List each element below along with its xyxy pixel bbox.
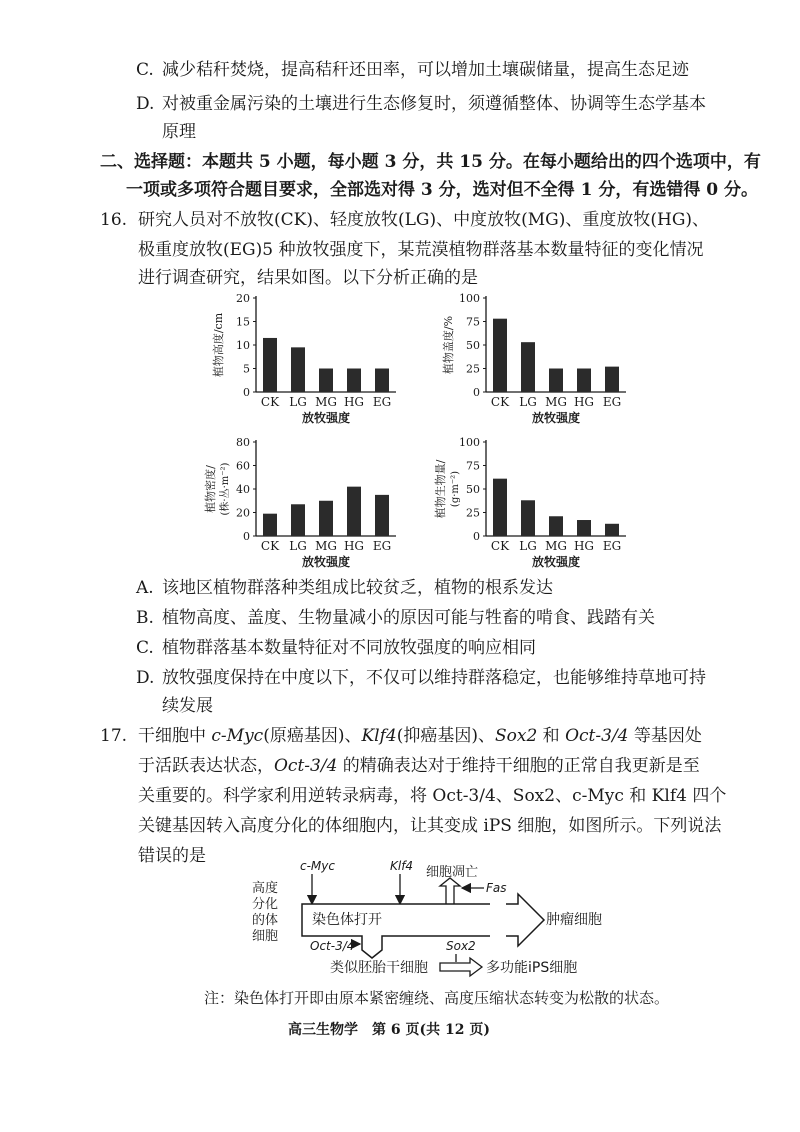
bar-mg: [319, 501, 333, 536]
diagram-tumor-label: 肿瘤细胞: [546, 912, 602, 928]
q16-option-d-cont: 续发展: [162, 696, 213, 716]
option-text: 该地区植物群落种类组成比较贫乏，植物的根系发达: [162, 578, 553, 598]
x-tick-label: HG: [343, 539, 365, 553]
y-tick-label: 20: [236, 292, 250, 305]
q17-text: (原癌基因)、: [263, 726, 362, 746]
apoptosis-branch-arrow: [440, 878, 460, 904]
q16-option-b: [136, 606, 655, 630]
diagram-sox2-label: Sox2: [446, 939, 476, 953]
bar-eg: [605, 367, 619, 392]
y-axis-label: 植物盖度/%: [442, 315, 455, 375]
q17-stem-line4: 关键基因转入高度分化的体细胞内，让其变成 iPS 细胞，如图所示。下列说法: [138, 816, 722, 836]
diagram-oct-label: Oct-3/4: [310, 939, 355, 953]
y-tick-label: 0: [473, 530, 480, 543]
bar-hg: [577, 369, 591, 393]
option-d-prev: [136, 92, 706, 116]
diagram-source-4: 细胞: [252, 929, 279, 944]
chart-plant-biomass: [430, 432, 660, 572]
q16-stem-text: 研究人员对不放牧(CK)、轻度放牧(LG)、中度放牧(MG)、重度放牧(HG)、: [138, 210, 710, 230]
y-tick-label: 75: [466, 315, 480, 329]
x-tick-label: EG: [372, 395, 392, 409]
ips-diagram: [250, 858, 602, 980]
option-letter: C.: [136, 60, 154, 80]
gene-oct: Oct-3/4: [274, 756, 338, 776]
y-tick-label: 100: [459, 436, 480, 449]
diagram-fas-label: Fas: [486, 881, 507, 895]
gene-sox2: Sox2: [494, 726, 538, 746]
bar-lg: [521, 500, 535, 536]
bar-ck: [493, 319, 507, 392]
section-header-line2: 一项或多项符合题目要求，全部选对得 3 分，选对但不全得 1 分，有选错得 0 分。: [126, 180, 758, 200]
option-letter: C.: [136, 638, 154, 658]
bar-eg: [605, 524, 619, 536]
x-tick-label: LG: [289, 539, 307, 553]
chart-plant-height: [200, 288, 430, 428]
question-number: 16.: [100, 210, 128, 230]
x-tick-label: MG: [315, 395, 337, 409]
diagram-note: 注：染色体打开即由原本紧密缠绕、高度压缩状态转变为松散的状态。: [204, 989, 670, 1007]
q17-text: 干细胞中: [138, 726, 212, 746]
y-tick-label: 0: [473, 386, 480, 399]
diagram-ips-label: 多功能iPS细胞: [486, 960, 578, 976]
y-tick-label: 0: [243, 386, 250, 399]
q16-option-d: [136, 666, 706, 690]
q17-stem-line1: [100, 724, 702, 748]
diagram-apoptosis-label: 细胞凋亡: [426, 865, 479, 880]
q17-stem-line3: 关重要的。科学家利用逆转录病毒，将 Oct-3/4、Sox2、c-Myc 和 Klf4 四个: [138, 786, 727, 806]
y-tick-label: 50: [466, 483, 480, 496]
y-axis-label: 植物密度/: [204, 465, 217, 513]
option-letter: A.: [136, 578, 154, 598]
bar-lg: [291, 504, 305, 536]
y-tick-label: 75: [466, 459, 480, 473]
bar-hg: [347, 369, 361, 393]
option-text: 减少秸秆焚烧，提高秸秆还田率，可以增加土壤碳储量，提高生态足迹: [162, 60, 689, 80]
option-text: 植物高度、盖度、生物量减小的原因可能与牲畜的啃食、践踏有关: [162, 608, 655, 628]
y-tick-label: 50: [466, 339, 480, 352]
option-d-prev-cont: 原理: [162, 122, 196, 142]
x-tick-label: LG: [289, 395, 307, 409]
to-ips-arrow: [440, 958, 482, 976]
bar-ck: [263, 338, 277, 392]
x-tick-label: HG: [343, 395, 365, 409]
y-tick-label: 20: [236, 506, 250, 520]
option-text: 对被重金属污染的土壤进行生态修复时，须遵循整体、协调等生态学基本: [162, 94, 706, 114]
bar-mg: [549, 369, 563, 393]
gene-cmyc: c-Myc: [211, 726, 264, 746]
x-tick-label: MG: [315, 539, 337, 553]
bar-eg: [375, 495, 389, 536]
bar-eg: [375, 369, 389, 393]
y-tick-label: 25: [466, 506, 480, 520]
x-tick-label: MG: [545, 395, 567, 409]
x-tick-label: CK: [490, 539, 510, 553]
y-tick-label: 0: [243, 530, 250, 543]
y-axis-label: 植物高度/cm: [212, 312, 225, 378]
bar-hg: [577, 520, 591, 536]
x-tick-label: EG: [602, 395, 622, 409]
option-text: 植物群落基本数量特征对不同放牧强度的响应相同: [162, 638, 536, 658]
y-tick-label: 60: [236, 459, 250, 473]
q16-option-c: [136, 636, 536, 660]
y-axis-unit: (株·丛·m⁻²): [220, 462, 231, 516]
q16-stem-line3: 进行调查研究，结果如图。以下分析正确的是: [138, 268, 478, 288]
y-axis-label: 植物生物量/: [434, 459, 447, 519]
x-tick-label: CK: [260, 395, 280, 409]
y-tick-label: 40: [236, 483, 250, 496]
diagram-es-like-label: 类似胚胎干细胞: [330, 960, 428, 976]
chart-plant-density: [200, 432, 430, 572]
diagram-cmyc-label: c-Myc: [300, 859, 335, 873]
x-tick-label: HG: [573, 395, 595, 409]
chart-plant-coverage: [430, 288, 660, 428]
gene-klf4: Klf4: [361, 726, 397, 746]
option-letter: D.: [136, 94, 155, 114]
option-letter: D.: [136, 668, 155, 688]
bar-mg: [549, 516, 563, 536]
q17-text: 于活跃表达状态，: [138, 756, 274, 776]
bar-ck: [493, 479, 507, 536]
q16-stem-line2: 极重度放牧(EG)5 种放牧强度下，某荒漠植物群落基本数量特征的变化情况: [138, 240, 704, 260]
question-number: 17.: [100, 726, 128, 746]
option-c-prev: [136, 58, 689, 82]
diagram-source-3: 的体: [252, 913, 279, 928]
y-tick-label: 10: [236, 339, 250, 352]
x-axis-label: 放牧强度: [531, 411, 581, 425]
bar-mg: [319, 369, 333, 393]
x-tick-label: LG: [519, 395, 537, 409]
y-tick-label: 100: [459, 292, 480, 305]
y-tick-label: 25: [466, 362, 480, 376]
x-tick-label: LG: [519, 539, 537, 553]
page-footer: 高三生物学 第 6 页(共 12 页): [288, 1022, 490, 1038]
x-tick-label: HG: [573, 539, 595, 553]
diagram-chromatin-label: 染色体打开: [312, 912, 382, 928]
q16-stem-line1: [100, 208, 709, 232]
y-tick-label: 5: [243, 362, 250, 376]
x-tick-label: CK: [490, 395, 510, 409]
bar-lg: [521, 342, 535, 392]
q17-text: 和: [537, 726, 566, 746]
q16-option-a: [136, 576, 553, 600]
y-axis-unit: (g·m⁻²): [450, 470, 461, 508]
q17-text: 等基因处: [628, 726, 702, 746]
diagram-source-2: 分化: [252, 897, 279, 912]
bar-lg: [291, 347, 305, 392]
bar-hg: [347, 487, 361, 536]
diagram-source-1: 高度: [252, 881, 279, 896]
y-tick-label: 80: [236, 436, 250, 449]
option-letter: B.: [136, 608, 154, 628]
section-header-line1: 二、选择题：本题共 5 小题，每小题 3 分，共 15 分。在每小题给出的四个选项中，有: [100, 152, 761, 172]
q17-text: 的精确表达对于维持干细胞的正常自我更新是至: [337, 756, 700, 776]
x-tick-label: EG: [602, 539, 622, 553]
option-text: 放牧强度保持在中度以下，不仅可以维持群落稳定，也能够维持草地可持: [162, 668, 706, 688]
x-tick-label: EG: [372, 539, 392, 553]
q17-stem-line5: 错误的是: [138, 846, 206, 866]
x-axis-label: 放牧强度: [301, 555, 351, 569]
x-tick-label: MG: [545, 539, 567, 553]
x-axis-label: 放牧强度: [531, 555, 581, 569]
y-tick-label: 15: [236, 315, 250, 329]
q17-text: (抑癌基因)、: [396, 726, 495, 746]
diagram-klf4-label: Klf4: [390, 859, 414, 873]
bar-ck: [263, 514, 277, 536]
x-axis-label: 放牧强度: [301, 411, 351, 425]
gene-oct: Oct-3/4: [565, 726, 629, 746]
x-tick-label: CK: [260, 539, 280, 553]
q17-stem-line2: [138, 754, 700, 778]
